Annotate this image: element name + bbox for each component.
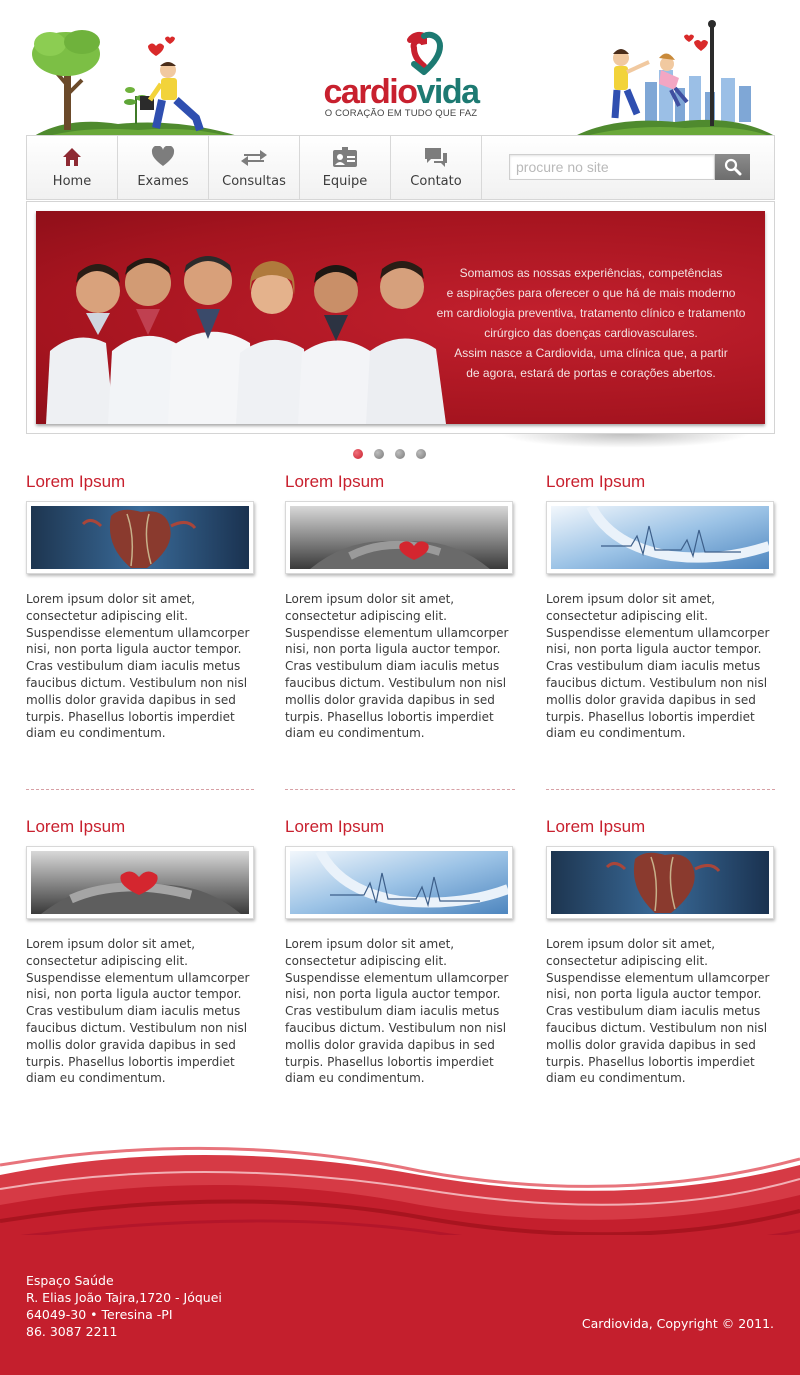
article-thumbnail[interactable] <box>546 501 774 574</box>
footer-address <box>26 1272 222 1340</box>
nav-item-label: Contato <box>410 174 462 189</box>
banner-line: de agora, estará de portas e corações abertos. <box>466 366 716 380</box>
ecg-paper-image <box>551 506 769 569</box>
nav-item-home[interactable] <box>27 136 118 199</box>
ecg-paper-image <box>290 851 508 914</box>
divider <box>285 789 515 790</box>
article-text: Lorem ipsum dolor sit amet, consectetur adipiscing elit. Suspendisse elementum ullamcorper nisi, non porta ligula auctor tempor. Cras vestibulum diam iaculis metus faucibus dictum. Vestibulum non nisl mollis dolor gravida dapibus in sed turpis. Phasellus lobortis imperdiet diam eu condimentum. <box>285 592 509 741</box>
article-title[interactable]: Lorem Ipsum <box>546 472 646 491</box>
site-footer <box>0 1260 800 1375</box>
search-input[interactable] <box>509 154 715 180</box>
article-text: Lorem ipsum dolor sit amet, consectetur adipiscing elit. Suspendisse elementum ullamcorper nisi, non porta ligula auctor tempor. Cras vestibulum diam iaculis metus faucibus dictum. Vestibulum non nisl mollis dolor gravida dapibus in sed turpis. Phasellus lobortis imperdiet diam eu condimentum. <box>26 592 250 741</box>
nav-item-label: Consultas <box>222 174 286 189</box>
article-text: Lorem ipsum dolor sit amet, consectetur adipiscing elit. Suspendisse elementum ullamcorper nisi, non porta ligula auctor tempor. Cras vestibulum diam iaculis metus faucibus dictum. Vestibulum non nisl mollis dolor gravida dapibus in sed turpis. Phasellus lobortis imperdiet diam eu condimentum. <box>285 937 509 1086</box>
article-title[interactable]: Lorem Ipsum <box>285 472 385 491</box>
heart-icon <box>151 146 175 168</box>
divider <box>546 789 775 790</box>
footer-ribbon-waves <box>0 1135 800 1265</box>
article-card <box>546 471 781 741</box>
article-card <box>26 471 261 741</box>
banner-shadow <box>500 434 750 448</box>
nav-item-consultas[interactable] <box>209 136 300 199</box>
speech-bubbles-icon <box>423 146 449 168</box>
article-thumbnail[interactable] <box>285 846 513 919</box>
couple-city-illustration <box>575 18 775 136</box>
article-title[interactable]: Lorem Ipsum <box>285 817 385 836</box>
article-thumbnail[interactable] <box>546 846 774 919</box>
main-navigation <box>26 135 775 200</box>
swap-arrows-icon <box>240 146 268 168</box>
banner-line: Assim nasce a Cardiovida, uma clínica que, a partir <box>454 346 728 360</box>
banner-line: Somamos as nossas experiências, competências <box>459 266 723 280</box>
banner-line: e aspirações para oferecer o que há de mais moderno <box>446 286 736 300</box>
doctors-team-photo <box>36 211 456 424</box>
anatomical-heart-image <box>31 506 249 569</box>
logo-heart-icon <box>394 28 454 78</box>
article-thumbnail[interactable] <box>285 501 513 574</box>
article-card <box>285 816 520 1086</box>
article-title[interactable]: Lorem Ipsum <box>546 817 646 836</box>
gardening-illustration <box>28 28 243 136</box>
logo-tagline: O CORAÇÃO EM TUDO QUE FAZ <box>324 108 478 119</box>
slider-dot-2[interactable] <box>374 449 384 459</box>
logo-word-cardio: cardio <box>323 73 417 111</box>
slider-dot-1[interactable] <box>353 449 363 459</box>
article-text: Lorem ipsum dolor sit amet, consectetur adipiscing elit. Suspendisse elementum ullamcorper nisi, non porta ligula auctor tempor. Cras vestibulum diam iaculis metus faucibus dictum. Vestibulum non nisl mollis dolor gravida dapibus in sed turpis. Phasellus lobortis imperdiet diam eu condimentum. <box>546 592 770 741</box>
nav-item-label: Equipe <box>322 174 368 189</box>
site-header <box>0 0 800 136</box>
slider-dot-3[interactable] <box>395 449 405 459</box>
banner-text <box>431 263 751 383</box>
hands-heart-image <box>290 506 508 569</box>
cardiovida-logo[interactable] <box>318 28 484 122</box>
article-title[interactable]: Lorem Ipsum <box>26 817 126 836</box>
nav-item-label: Home <box>52 174 92 189</box>
hero-slider <box>26 201 775 434</box>
search-button[interactable] <box>715 154 750 180</box>
nav-item-label: Exames <box>137 174 189 189</box>
phone-number: 86. 3087 2211 <box>26 1324 118 1339</box>
nav-item-equipe[interactable] <box>300 136 391 199</box>
article-text: Lorem ipsum dolor sit amet, consectetur adipiscing elit. Suspendisse elementum ullamcorper nisi, non porta ligula auctor tempor. Cras vestibulum diam iaculis metus faucibus dictum. Vestibulum non nisl mollis dolor gravida dapibus in sed turpis. Phasellus lobortis imperdiet diam eu condimentum. <box>546 937 770 1086</box>
search-bar <box>509 154 751 182</box>
slider-pagination <box>353 449 433 461</box>
hero-slide[interactable] <box>36 211 765 424</box>
slider-dot-4[interactable] <box>416 449 426 459</box>
article-title[interactable]: Lorem Ipsum <box>26 472 126 491</box>
divider <box>26 789 254 790</box>
id-card-icon <box>332 146 358 168</box>
article-card <box>285 471 520 741</box>
banner-line: em cardiologia preventiva, tratamento clínico e tratamento <box>436 306 746 320</box>
home-icon <box>61 146 83 168</box>
hands-heart-image <box>31 851 249 914</box>
logo-wordmark <box>318 72 484 112</box>
copyright-text: Cardiovida, Copyright © 2011. <box>581 1316 774 1331</box>
article-card <box>26 816 261 1086</box>
nav-item-contato[interactable] <box>391 136 482 199</box>
address-line: Espaço Saúde <box>26 1273 114 1288</box>
article-text: Lorem ipsum dolor sit amet, consectetur adipiscing elit. Suspendisse elementum ullamcorper nisi, non porta ligula auctor tempor. Cras vestibulum diam iaculis metus faucibus dictum. Vestibulum non nisl mollis dolor gravida dapibus in sed turpis. Phasellus lobortis imperdiet diam eu condimentum. <box>26 937 250 1086</box>
logo-word-vida: vida <box>416 73 479 111</box>
nav-item-exames[interactable] <box>118 136 209 199</box>
article-card <box>546 816 781 1086</box>
anatomical-heart-image <box>551 851 769 914</box>
banner-line: cirúrgico das doenças cardiovasculares. <box>484 326 698 340</box>
search-icon <box>724 158 742 176</box>
article-thumbnail[interactable] <box>26 846 254 919</box>
article-thumbnail[interactable] <box>26 501 254 574</box>
address-line: R. Elias João Tajra,1720 - Jóquei <box>26 1290 222 1305</box>
address-line: 64049-30 • Teresina -PI <box>26 1307 173 1322</box>
